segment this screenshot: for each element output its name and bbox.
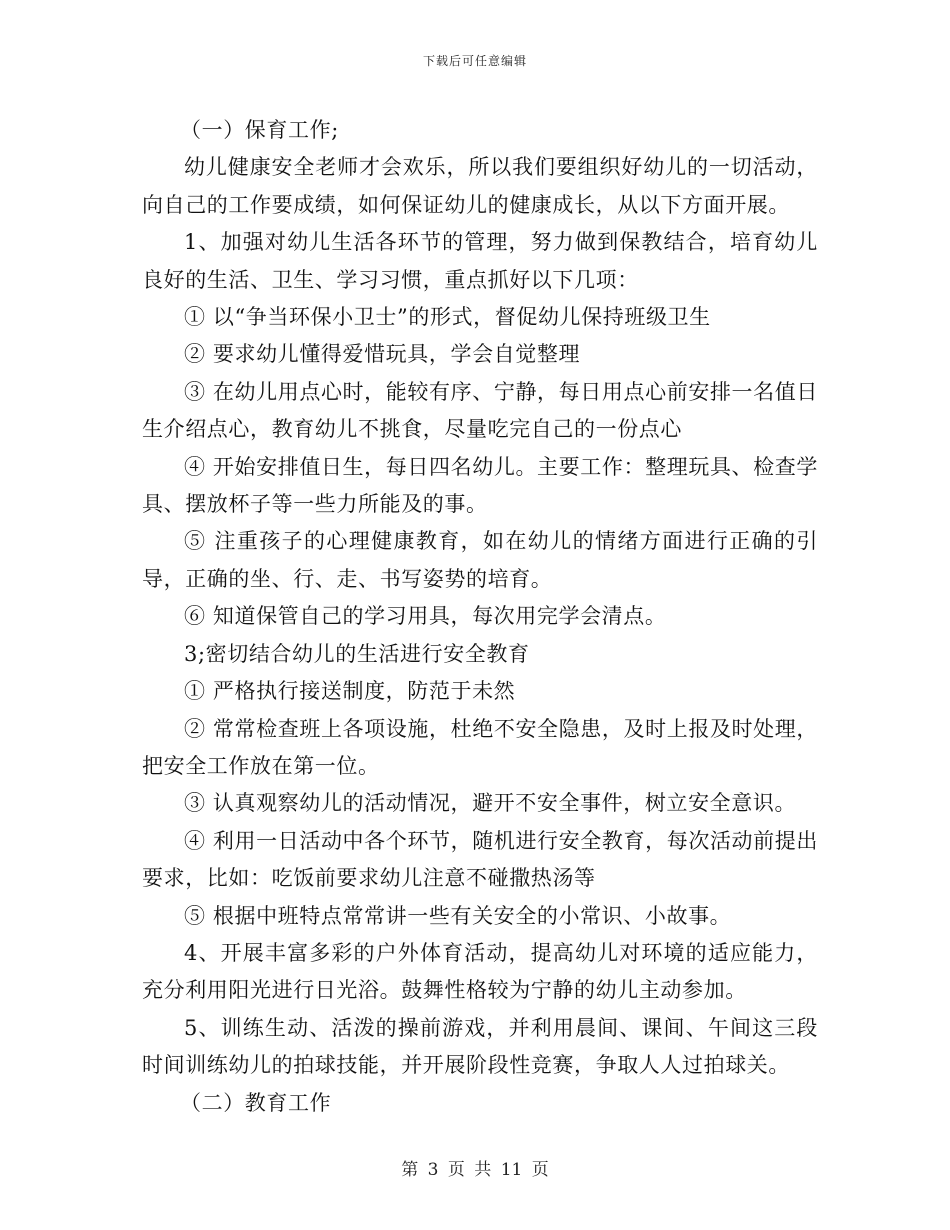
list-item: ② 常常检查班上各项设施，杜绝不安全隐患，及时上报及时处理，把安全工作放在第一位。 xyxy=(142,716,818,778)
list-item: ④ 开始安排值日生，每日四名幼儿。主要工作：整理玩具、检查学具、摆放杯子等一些力所能及的事。 xyxy=(142,454,818,517)
list-item: ⑤ 根据中班特点常常讲一些有关安全的小常识、小故事。 xyxy=(184,903,732,928)
list-item: ⑤ 注重孩子的心理健康教育，如在幼儿的情绪方面进行正确的引导，正确的坐、行、走、书写姿势的培育。 xyxy=(142,529,818,591)
paragraph: 1、加强对幼儿生活各环节的管理，努力做到保教结合，培育幼儿良好的生活、卫生、学习习惯，重点抓好以下几项： xyxy=(142,230,818,292)
page-number-footer: 第 3 页 共 11 页 xyxy=(401,1160,549,1180)
list-item: ③ 在幼儿用点心时，能较有序、宁静，每日用点心前安排一名值日生介绍点心，教育幼儿不挑食，尽量吃完自己的一份点心 xyxy=(142,379,818,442)
list-item: ② 要求幼儿懂得爱惜玩具，学会自觉整理 xyxy=(184,342,581,367)
section-heading-education: （二）教育工作 xyxy=(180,1090,332,1115)
page-header: 下载后可任意编辑 xyxy=(422,54,527,68)
section-heading-care: （一）保育工作; xyxy=(180,118,339,142)
list-item: ⑥ 知道保管自己的学习用具，每次用完学会清点。 xyxy=(184,604,667,629)
list-item: ③ 认真观察幼儿的活动情况，避开不安全事件，树立安全意识。 xyxy=(184,791,797,816)
paragraph: 4、开展丰富多彩的户外体育活动，提高幼儿对环境的适应能力，充分利用阳光进行日光浴。鼓舞性格较为宁静的幼儿主动参加。 xyxy=(142,940,818,1003)
paragraph: 5、训练生动、活泼的操前游戏，并利用晨间、课间、午间这三段时间训练幼儿的拍球技能，并开展阶段性竞赛，争取人人过拍球关。 xyxy=(142,1015,818,1078)
list-item: ① 以“争当环保小卫士”的形式，督促幼儿保持班级卫生 xyxy=(184,305,711,330)
list-item: ① 严格执行接送制度，防范于未然 xyxy=(184,679,516,704)
paragraph: 3;密切结合幼儿的生活进行安全教育 xyxy=(184,641,530,666)
document-body xyxy=(142,112,818,1122)
paragraph: 幼儿健康安全老师才会欢乐，所以我们要组织好幼儿的一切活动，向自己的工作要成绩，如何保证幼儿的健康成长，从以下方面开展。 xyxy=(142,155,818,217)
list-item: ④ 利用一日活动中各个环节，随机进行安全教育，每次活动前提出要求，比如：吃饭前要求幼儿注意不碰撒热汤等 xyxy=(142,828,818,891)
